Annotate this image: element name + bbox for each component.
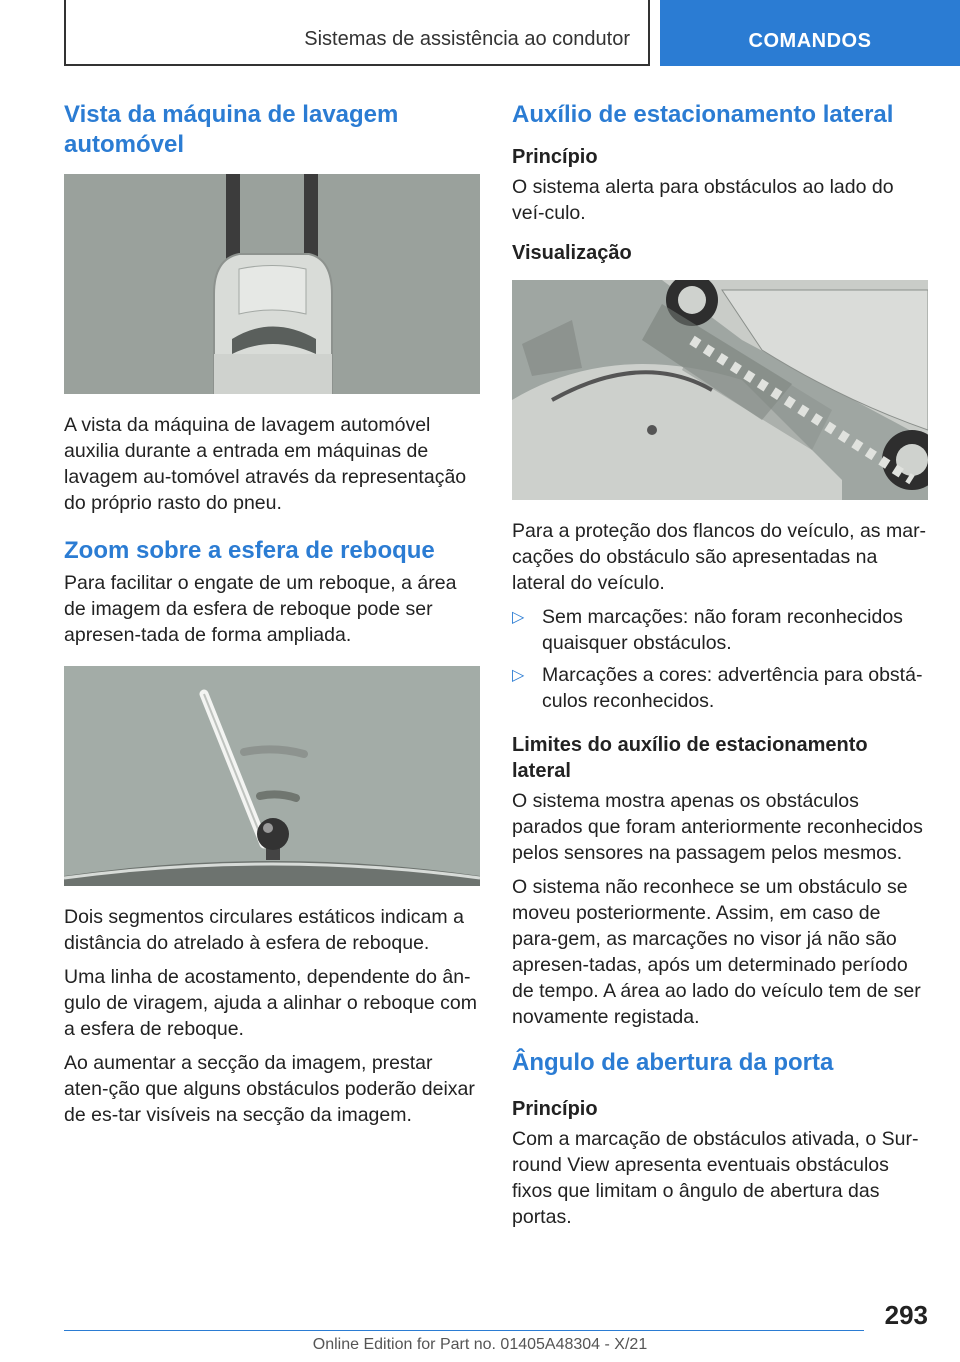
right-column bbox=[512, 100, 928, 1238]
paragraph-line: Uma linha de acostamento, dependente do ân-gulo de viragem, ajuda a alinhar o reboque com a esfera de reboque. bbox=[64, 966, 478, 1040]
paragraph-principle: O sistema alerta para obstáculos ao lado do veí-culo. bbox=[512, 176, 894, 224]
side-parking-illustration bbox=[512, 280, 928, 500]
footer-divider bbox=[64, 1330, 864, 1331]
list-item bbox=[512, 662, 928, 714]
heading-principle-2: Princípio bbox=[512, 1098, 598, 1120]
left-column bbox=[64, 100, 480, 1136]
paragraph-limits-1: O sistema mostra apenas os obstáculos parados que foram anteriormente reconhecidos pelos sensores na passagem pelos mesmos. bbox=[512, 790, 923, 864]
page-number: 293 bbox=[884, 1300, 928, 1330]
paragraph-car-wash: A vista da máquina de lavagem automóvel auxilia durante a entrada em máquinas de lavagem au-tomóvel através da representação do próprio rasto do pneu. bbox=[64, 414, 467, 514]
car-wash-illustration bbox=[64, 174, 480, 394]
paragraph-door-angle: Com a marcação de obstáculos ativada, o Sur-round View apresenta eventuais obstáculos fixos que limitam o ângulo de abertura das portas. bbox=[512, 1128, 919, 1228]
side-parking-figure bbox=[512, 280, 928, 500]
paragraph-tow-ball-zoom: Para facilitar o engate de um reboque, a área de imagem da esfera de reboque pode ser apresen-tada de forma ampliada. bbox=[64, 572, 457, 646]
heading-side-parking-aid: Auxílio de estacionamento lateral bbox=[512, 101, 894, 128]
heading-tow-ball-zoom: Zoom sobre a esfera de reboque bbox=[64, 537, 435, 564]
paragraph-display: Para a proteção dos flancos do veículo, as mar-cações do obstáculo são apresentadas na lateral do veículo. bbox=[512, 520, 927, 594]
tow-ball-figure bbox=[64, 666, 480, 886]
car-wash-figure bbox=[64, 174, 480, 394]
list-item-text: Sem marcações: não foram reconhecidos quaisquer obstáculos. bbox=[542, 606, 903, 654]
triangle-right-icon: ▷ bbox=[512, 667, 525, 684]
paragraph-segments: Dois segmentos circulares estáticos indicam a distância do atrelado à esfera de reboque. bbox=[64, 906, 464, 954]
footer-edition: Online Edition for Part no. 01405A48304 - X/21 bbox=[312, 1336, 648, 1353]
list-item bbox=[512, 604, 928, 656]
heading-door-angle: Ângulo de abertura da porta bbox=[512, 1049, 834, 1076]
heading-limits: Limites do auxílio de estacionamento lateral bbox=[512, 734, 868, 782]
header-chapter-tab[interactable]: COMANDOS bbox=[660, 0, 960, 66]
triangle-right-icon: ▷ bbox=[512, 609, 525, 626]
list-item-text: Marcações a cores: advertência para obstá-culos reconhecidos. bbox=[542, 664, 923, 712]
heading-display: Visualização bbox=[512, 242, 632, 264]
heading-principle: Princípio bbox=[512, 146, 598, 168]
heading-car-wash-view: Vista da máquina de lavagem automóvel bbox=[64, 101, 399, 158]
paragraph-limits-2: O sistema não reconhece se um obstáculo se moveu posteriormente. Assim, em caso de para-gem, as marcações no visor já não são apresen-tadas, após um determinado período de tempo. A área ao lado do veículo tem de ser novamente registada. bbox=[512, 876, 921, 1028]
tow-ball-illustration bbox=[64, 666, 480, 886]
paragraph-warning: Ao aumentar a secção da imagem, prestar aten-ção que alguns obstáculos poderão deixar de es-tar visíveis na secção da imagem. bbox=[64, 1052, 475, 1126]
header-section-title: Sistemas de assistência ao condutor bbox=[304, 28, 630, 50]
marking-list bbox=[512, 604, 928, 714]
